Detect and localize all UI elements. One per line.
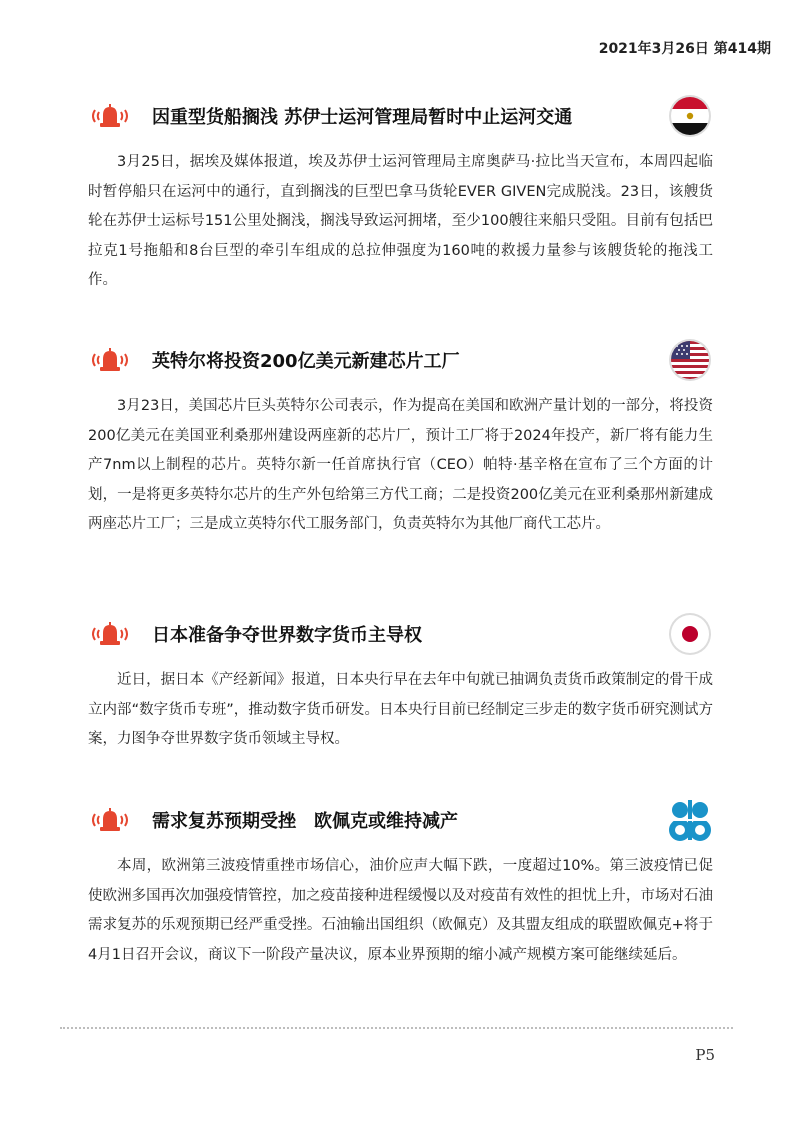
article-opec (0, 798, 793, 963)
article-title: 日本准备争夺世界数字货币主导权 (152, 625, 422, 646)
article-japan (0, 612, 793, 747)
article-intel (0, 338, 793, 532)
japan-flag-icon (668, 612, 712, 656)
article-body: 3月25日，据埃及媒体报道，埃及苏伊士运河管理局主席奥萨马·拉比当天宣布，本周四起临时暂停船只在运河中的通行，直到搁浅的巨型巴拿马货轮EVER GIVEN完成脱浅。23日，该艘货轮在苏伊士运标号151公里处搁浅，搁浅导致运河拥堵，至少100艘往来船只受阻。目前有包括巴拉克1号拖船和8台巨型的牵引车组成的总拉伸强度为160吨的救援力量参与该艘货轮的拖浅工作。 (88, 154, 713, 288)
article-body: 本周，欧洲第三波疫情重挫市场信心，油价应声大幅下跌，一度超过10%。第三波疫情已促使欧洲多国再次加强疫情管控，加之疫苗接种进程缓慢以及对疫苗有效性的担忧上升，市场对石油需求复苏的乐观预期已经严重受挫。石油输出国组织（欧佩克）及其盟友组成的联盟欧佩克+将于4月1日召开会议，商议下一阶段产量决议，原本业界预期的缩小减产规模方案可能继续延后。 (88, 858, 713, 963)
footer-divider (60, 1027, 733, 1029)
alarm-bell-icon (88, 346, 132, 374)
article-suez (0, 94, 793, 288)
egypt-flag-icon (668, 94, 712, 138)
header-date-issue: 2021年3月26日 第414期 (598, 41, 771, 57)
alarm-bell-icon (88, 620, 132, 648)
page-number: P5 (695, 1046, 715, 1064)
opec-logo-icon (668, 798, 712, 842)
article-title: 英特尔将投资200亿美元新建芯片工厂 (152, 351, 460, 372)
article-body: 3月23日，美国芯片巨头英特尔公司表示，作为提高在美国和欧洲产量计划的一部分，将投资200亿美元在美国亚利桑那州建设两座新的芯片厂，预计工厂将于2024年投产，新厂将有能力生产7nm以上制程的芯片。英特尔新一任首席执行官（CEO）帕特·基辛格在宣布了三个方面的计划，一是将更多英特尔芯片的生产外包给第三方代工商；二是投资200亿美元在亚利桑那州新建成两座芯片工厂；三是成立英特尔代工服务部门，负责英特尔为其他厂商代工芯片。 (88, 398, 713, 532)
alarm-bell-icon (88, 806, 132, 834)
usa-flag-icon (668, 338, 712, 382)
article-title: 因重型货船搁浅 苏伊士运河管理局暂时中止运河交通 (152, 107, 573, 128)
article-title: 需求复苏预期受挫 欧佩克或维持减产 (152, 811, 458, 832)
alarm-bell-icon (88, 102, 132, 130)
article-body: 近日，据日本《产经新闻》报道，日本央行早在去年中旬就已抽调负责货币政策制定的骨干成立内部“数字货币专班”，推动数字货币研发。日本央行目前已经制定三步走的数字货币研究测试方案，力图争夺世界数字货币领域主导权。 (88, 672, 713, 747)
